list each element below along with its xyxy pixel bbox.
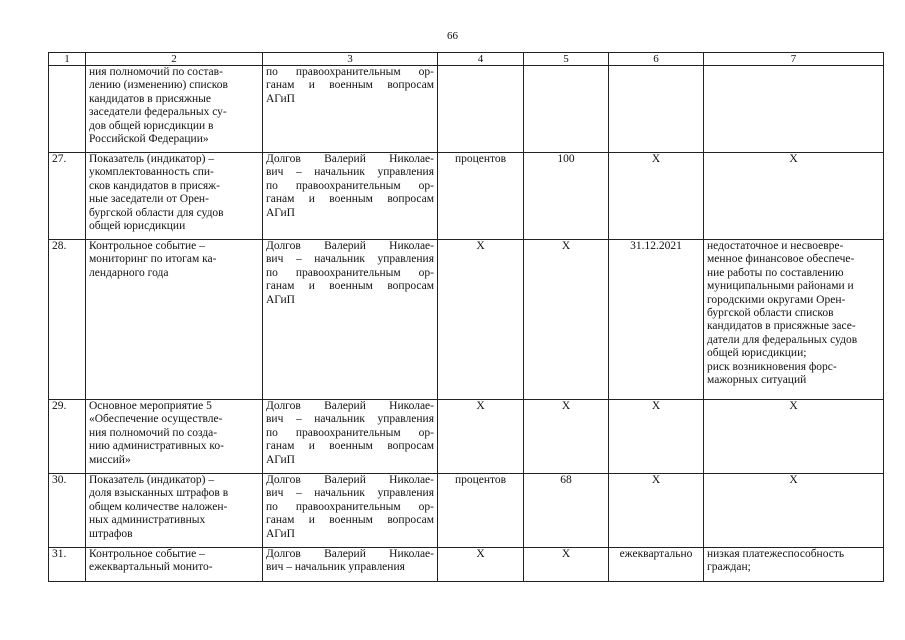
responsible-cell xyxy=(263,66,438,153)
table-body xyxy=(49,53,884,582)
date-cell: ежеквартально xyxy=(609,548,704,582)
cell-line: Показатель (индикатор) – xyxy=(89,153,215,165)
unit-cell: Х xyxy=(438,548,524,582)
value-cell: Х xyxy=(524,240,609,400)
cell-line: по правоохранительным ор- xyxy=(266,426,434,439)
cell-line: ния полномочий по состав- xyxy=(89,66,223,78)
cell-line: Показатель (индикатор) – xyxy=(89,474,215,486)
cell-line: общем количестве наложен- xyxy=(89,500,228,513)
cell-line: АГиП xyxy=(266,92,295,105)
cell-line: Долгов Валерий Николае- xyxy=(266,240,434,252)
cell-line: Х xyxy=(789,474,798,486)
risk-cell xyxy=(704,66,884,153)
risk-cell xyxy=(704,400,884,474)
cell-line: Контрольное событие – xyxy=(89,548,205,560)
risk-cell xyxy=(704,153,884,240)
event-name-cell xyxy=(86,240,263,400)
cell-line: кандидатов в присяжные xyxy=(89,92,211,105)
cell-line: муниципальными районами и xyxy=(707,280,854,293)
cell-line: ганам и военным вопросам xyxy=(266,193,434,206)
cell-line: укомплектованность спи- xyxy=(89,166,214,179)
event-name-cell xyxy=(86,474,263,548)
value-cell: 100 xyxy=(524,153,609,240)
cell-line: Долгов Валерий Николае- xyxy=(266,400,434,412)
cell-line: дов общей юрисдикции в xyxy=(89,119,214,132)
cell-line: бургской области списков xyxy=(707,307,834,320)
event-name-cell xyxy=(86,66,263,153)
cell-line: АГиП xyxy=(266,293,295,306)
row-number: 31. xyxy=(49,548,86,582)
cell-line: Долгов Валерий Николае- xyxy=(266,474,434,486)
cell-line: мониторинг по итогам ка- xyxy=(89,253,217,266)
date-cell: Х xyxy=(609,474,704,548)
cell-line: общей юрисдикции xyxy=(89,220,186,233)
cell-line: ганам и военным вопросам xyxy=(266,79,434,92)
cell-line: миссий» xyxy=(89,453,131,466)
cell-line: Х xyxy=(789,400,798,412)
value-cell: Х xyxy=(524,400,609,474)
cell-line: ние работы по составлению xyxy=(707,266,844,279)
date-cell: 31.12.2021 xyxy=(609,240,704,400)
cell-line: нию административных ко- xyxy=(89,440,224,453)
cell-line: Долгов Валерий Николае- xyxy=(266,153,434,165)
header-cell: 1 xyxy=(49,53,86,66)
header-cell: 7 xyxy=(704,53,884,66)
header-cell: 5 xyxy=(524,53,609,66)
cell-line: граждан; xyxy=(707,561,751,574)
cell-line: по правоохранительным ор- xyxy=(266,66,434,78)
cell-line: городскими округами Орен- xyxy=(707,293,846,306)
table-row xyxy=(49,240,884,400)
cell-line: вич – начальник управления xyxy=(266,487,434,500)
table-row xyxy=(49,548,884,582)
cell-line: АГиП xyxy=(266,206,295,219)
cell-line: ния полномочий по созда- xyxy=(89,426,218,439)
header-cell: 3 xyxy=(263,53,438,66)
cell-line: кандидатов в присяжные засе- xyxy=(707,320,856,333)
date-cell: Х xyxy=(609,153,704,240)
cell-line: менное финансовое обеспече- xyxy=(707,253,855,266)
table-row xyxy=(49,474,884,548)
cell-line: лению (изменению) списков xyxy=(89,79,228,92)
unit-cell: Х xyxy=(438,400,524,474)
value-cell xyxy=(524,66,609,153)
cell-line: «Обеспечение осуществле- xyxy=(89,413,223,426)
cell-line: ганам и военным вопросам xyxy=(266,280,434,293)
unit-cell: процентов xyxy=(438,153,524,240)
risk-cell xyxy=(704,240,884,400)
cell-line: Основное мероприятие 5 xyxy=(89,400,212,412)
value-cell: 68 xyxy=(524,474,609,548)
cell-line: по правоохранительным ор- xyxy=(266,266,434,279)
row-number: 28. xyxy=(49,240,86,400)
event-name-cell xyxy=(86,400,263,474)
row-number: 27. xyxy=(49,153,86,240)
header-row xyxy=(49,53,884,66)
cell-line: общей юрисдикции; xyxy=(707,347,807,360)
cell-line: риск возникновения форс- xyxy=(707,360,837,373)
cell-line: мажорных ситуаций xyxy=(707,374,807,387)
row-number: 30. xyxy=(49,474,86,548)
cell-line: Российской Федерации» xyxy=(89,133,209,146)
cell-line: Х xyxy=(789,153,798,165)
unit-cell: процентов xyxy=(438,474,524,548)
event-name-cell xyxy=(86,548,263,582)
cell-line: датели для федеральных судов xyxy=(707,333,858,346)
table-row xyxy=(49,400,884,474)
cell-line: АГиП xyxy=(266,453,295,466)
cell-line: Долгов Валерий Николае- xyxy=(266,548,434,560)
responsible-cell xyxy=(263,400,438,474)
cell-line: доля взысканных штрафов в xyxy=(89,487,229,500)
unit-cell: Х xyxy=(438,240,524,400)
cell-line: заседатели федеральных су- xyxy=(89,106,227,119)
page-number: 66 xyxy=(447,30,458,42)
responsible-cell xyxy=(263,474,438,548)
value-cell: Х xyxy=(524,548,609,582)
cell-line: по правоохранительным ор- xyxy=(266,500,434,513)
table-row xyxy=(49,153,884,240)
cell-line: вич – начальник управления xyxy=(266,253,434,266)
program-table xyxy=(48,52,884,582)
cell-line: Контрольное событие – xyxy=(89,240,205,252)
cell-line: вич – начальник управления xyxy=(266,166,434,179)
cell-line: бургской области для судов xyxy=(89,206,224,219)
responsible-cell xyxy=(263,153,438,240)
cell-line: вич – начальник управления xyxy=(266,561,405,574)
date-cell: Х xyxy=(609,400,704,474)
row-number xyxy=(49,66,86,153)
cell-line: ежеквартальный монито- xyxy=(89,561,213,574)
cell-line: низкая платежеспособность xyxy=(707,548,845,560)
cell-line: ные заседатели от Орен- xyxy=(89,193,209,206)
cell-line: сков кандидатов в присяж- xyxy=(89,179,220,192)
cell-line: вич – начальник управления xyxy=(266,413,434,426)
risk-cell xyxy=(704,548,884,582)
cell-line: недостаточное и несвоевре- xyxy=(707,240,844,252)
cell-line: по правоохранительным ор- xyxy=(266,179,434,192)
header-cell: 2 xyxy=(86,53,263,66)
header-cell: 6 xyxy=(609,53,704,66)
date-cell xyxy=(609,66,704,153)
row-number: 29. xyxy=(49,400,86,474)
cell-line: лендарного года xyxy=(89,266,169,279)
cell-line: штрафов xyxy=(89,527,133,540)
cell-line: ганам и военным вопросам xyxy=(266,514,434,527)
responsible-cell xyxy=(263,548,438,582)
risk-cell xyxy=(704,474,884,548)
responsible-cell xyxy=(263,240,438,400)
cell-line: ганам и военным вопросам xyxy=(266,440,434,453)
cell-line: ных административных xyxy=(89,514,206,527)
event-name-cell xyxy=(86,153,263,240)
cell-line: АГиП xyxy=(266,527,295,540)
unit-cell xyxy=(438,66,524,153)
header-cell: 4 xyxy=(438,53,524,66)
table-row xyxy=(49,66,884,153)
